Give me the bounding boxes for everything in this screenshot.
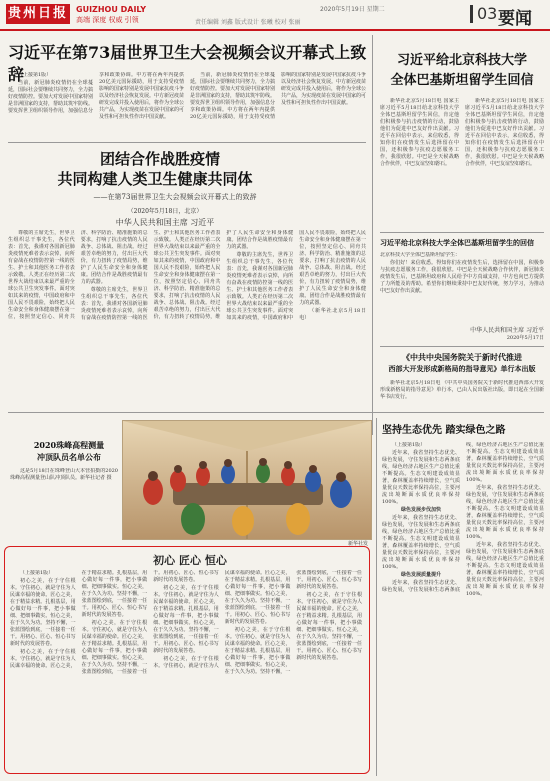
divider (8, 142, 366, 143)
photo-title-2: 冲顶队员名单公布 (37, 452, 101, 462)
masthead (0, 0, 550, 30)
speech-end-note: （新华社北京5月18日电） (299, 308, 366, 321)
speech-date: （2020年5月18日，北京） (127, 208, 203, 215)
beida-text-cont: 新华社北京5月18日电 国家主席习近平5月18日给北京科技大学全体巴基斯坦留学生回信，肯定他们积极参与抗击疫情的行动，鼓励他们为促进中巴友好作出贡献。习近平在回信中表示，来信收悉，得知你们在疫情发生后选择留在中国，还积极参与抗疫志愿服务工作，我很欣慰。中巴是全天候战略合作伙伴，中巴友谊坚如磐石。 (465, 98, 544, 167)
main-story-text: 当前，新冠肺炎疫情仍在全球蔓延，国际社会要继续共同努力，全力搞好疫情防控。要加大对发展中国家特别是非洲国家的支持，帮助其筑牢防线。要发挥世卫组织领导作用，加强信息分享和政策协调。中方将在两年内提供20亿美元国际援助，用于支持受疫情影响的国家特别是发展中国家抗疫斗争以及经济社会恢复发展。中方新冠疫苗研发完成并投入使用后，将作为全球公共产品，为实现疫苗在发展中国家的可及性和可担负性作出中国贡献。 (8, 72, 185, 120)
photo-caption-text: 这是5月18日在珠峰登山大本营拍摄的2020珠峰高程测量登山队冲顶队员。新华社记者 摄 (10, 468, 118, 481)
column-divider (376, 418, 377, 776)
commentary-text-7: 初心之美，在于守住根本。守住初心，就是守住为人民谋幸福的使命。匠心之美，在于精益求精。扎根基层，用心做好每一件事，把小事做细、把细事做实。恒心之美，在于久久为功。坚持不懈，一张蓝图绘到底，一任接着一任干。用初心、匠心、恒心书写新时代的发展答卷。 (296, 592, 362, 661)
speech-title-2: 共同构建人类卫生健康共同体 (57, 170, 253, 188)
ecology-text-5: 近年来，我省坚持生态优先、绿色发展，守住发展和生态两条底线，绿色经济占地区生产总值比重不断提高。生态文明建设成效显著，森林覆盖率持续增长，空气质量优良天数比率保持高位，主要河流出境断面水质优良率保持100%。 (466, 542, 544, 597)
main-story-text-cont: 当前，新冠肺炎疫情仍在全球蔓延，国际社会要继续共同努力，全力搞好疫情防控。要加大对发展中国家特别是非洲国家的支持，帮助其筑牢防线。要发挥世卫组织领导作用，加强信息分享和政策协调。中方将在两年内提供20亿美元国际援助，用于支持受疫情影响的国家特别是发展中国家抗疫斗争以及经济社会恢复发展。中方新冠疫苗研发完成并投入使用后，将作为全球公共产品，为实现疫苗在发展中国家的可及性和可担负性作出中国贡献。 (190, 72, 366, 120)
commentary-text: 初心之美，在于守住根本。守住初心，就是守住为人民谋幸福的使命。匠心之美，在于精益求精。扎根基层，用心做好每一件事，把小事做细、把细事做实。恒心之美，在于久久为功。坚持不懈，一张蓝图绘到底，一任接着一任干。用初心、匠心、恒心书写新时代的发展答卷。 (10, 578, 76, 647)
letter-salutation: 北京科技大学全体巴基斯坦留学生： (380, 252, 461, 258)
speech-subtitle: ——在第73届世界卫生大会视频会议开幕式上的致辞 (93, 193, 257, 201)
commentary-text-5: 初心之美，在于守住根本。守住初心，就是守住为人民谋幸福的使命。匠心之美，在于精益求精。扎根基层，用心做好每一件事，把小事做细、把细事做实。恒心之美，在于久久为功。坚持不懈，一张蓝图绘到底，一任接着一任干。用初心、匠心、恒心书写新时代的发展答卷。 (153, 570, 291, 669)
logo-slogan: 高端 深度 权威 引领 (76, 16, 139, 24)
page-number: 03 (470, 5, 497, 23)
speech-byline: 中华人民共和国主席 习近平 (115, 218, 215, 227)
ecology-text: 近年来，我省坚持生态优先、绿色发展，守住发展和生态两条底线，绿色经济占地区生产总值比重不断提高。生态文明建设成效显著，森林覆盖率持续增长，空气质量优良天数比率保持高位，主要河流出境断面水质优良率保持100%。 (382, 450, 460, 505)
ecology-subhead-2: 绿色发展质量提升 (400, 572, 441, 578)
commentary-text-6: 初心之美，在于守住根本。守住初心，就是守住为人民谋幸福的使命。匠心之美，在于精益求精。扎根基层，用心做好每一件事，把小事做细、把细事做实。恒心之美，在于久久为功。坚持不懈，一张蓝图绘到底，一任接着一任干。用初心、匠心、恒心书写新时代的发展答卷。 (224, 570, 362, 675)
letter-text: 你们好！来信收悉。得知你们在疫情发生后，选择留在中国，积极参与抗疫志愿服务工作，我很欣慰。中巴是全天候战略合作伙伴，新冠肺炎疫情发生后，巴基斯坦政府和人民给予中方真诚支持，中方也向巴方提供了力所能及的帮助。希望你们继续秉持中巴友好传统，努力学习，为推动中巴友好作出贡献。 (380, 260, 544, 294)
speech-body (8, 230, 366, 406)
photo-credit: 新华社发 (347, 541, 368, 547)
divider (380, 232, 544, 233)
speech-text-cont: 尊敬的主席先生，世界卫生组织总干事先生，各位代表：首先，我谨对各国新冠肺炎疫情死难者表示哀悼，向所有奋战在疫情防控第一线的医生、护士和其他医务工作者表示致敬。人类正在经历第二次世界大战结束以来最严重的全球公共卫生突发事件。面对突如其来的疫情，中国政府和中国人民不畏艰险，始终把人民生命安全和身体健康摆在第一位，按照坚定信心、同舟共济、科学防治、精准施策的总要求，打响了抗击疫情的人民战争、总体战、阻击战。经过艰苦卓绝的努力，付出巨大代价，有力扭转了疫情局势，维护了人民生命安全和身体健康。团结合作是战胜疫情最有力的武器。 (80, 230, 294, 321)
commentary-text-3: 初心之美，在于守住根本。守住初心，就是守住为人民谋幸福的使命。匠心之美，在于精益求精。扎根基层，用心做好每一件事，把小事做细、把细事做实。恒心之美，在于久久为功。坚持不懈，一张蓝图绘到底，一任接着一任干。用初心、匠心、恒心书写新时代的发展答卷。 (81, 570, 219, 675)
beida-title-2: 全体巴基斯坦留学生回信 (390, 73, 534, 88)
ecology-title: 坚持生态优先 踏实绿色之路 (382, 425, 506, 436)
commentary-text-4: 初心之美，在于守住根本。守住初心，就是守住为人民谋幸福的使命。匠心之美，在于精益求精。扎根基层，用心做好每一件事，把小事做细、把细事做实。恒心之美，在于久久为功。坚持不懈，一张蓝图绘到底，一任接着一任干。用初心、匠心、恒心书写新时代的发展答卷。 (153, 585, 219, 654)
section-name: 要闻 (498, 9, 532, 29)
guideline-body (380, 380, 544, 414)
guideline-title-1: 《中共中央国务院关于新时代推进 (402, 352, 522, 362)
commentary-body (10, 570, 362, 766)
ecology-text-4: 近年来，我省坚持生态优先、绿色发展，守住发展和生态两条底线，绿色经济占地区生产总值比重不断提高。生态文明建设成效显著，森林覆盖率持续增长，空气质量优良天数比率保持高位，主要河流出境断面水质优良率保持100%。 (466, 485, 544, 540)
guideline-text: 新华社北京5月18日电 《中共中央国务院关于新时代推进西部大开发形成新格局的指导意见》单行本，已由人民出版社出版，即日起在全国新华书店发行。 (380, 380, 544, 400)
commentary-text-2: 初心之美，在于守住根本。守住初心，就是守住为人民谋幸福的使命。匠心之美，在于精益求精。扎根基层，用心做好每一件事，把小事做细、把细事做实。恒心之美，在于久久为功。坚持不懈，一张蓝图绘到底，一任接着一任干。用初心、匠心、恒心书写新时代的发展答卷。 (10, 570, 148, 669)
logo-english: GUIZHOU DAILY (76, 5, 147, 14)
letter-sign-date: 2020年5月17日 (506, 335, 544, 341)
ecology-text-2: 近年来，我省坚持生态优先、绿色发展，守住发展和生态两条底线，绿色经济占地区生产总值比重不断提高。生态文明建设成效显著，森林覆盖率持续增长，空气质量优良天数比率保持高位，主要河流出境断面水质优良率保持100%。 (382, 515, 460, 570)
speech-text-cont2: 尊敬的主席先生，世界卫生组织总干事先生，各位代表：首先，我谨对各国新冠肺炎疫情死难者表示哀悼，向所有奋战在疫情防控第一线的医生、护士和其他医务工作者表示致敬。人类正在经历第二次世界大战结束以来最严重的全球公共卫生突发事件。面对突如其来的疫情，中国政府和中国人民不畏艰险，始终把人民生命安全和身体健康摆在第一位，按照坚定信心、同舟共济、科学防治、精准施策的总要求，打响了抗击疫情的人民战争、总体战、阻击战。经过艰苦卓绝的努力，付出巨大代价，有力扭转了疫情局势，维护了人民生命安全和身体健康。团结合作是战胜疫情最有力的武器。 (226, 230, 366, 321)
letter-body (380, 252, 544, 322)
beida-body (380, 98, 544, 226)
newspaper-logo: 贵州日报 (6, 4, 70, 24)
news-photo (122, 420, 372, 540)
beida-title-1: 习近平给北京科技大学 (396, 53, 527, 68)
issue-date: 2020年5月19日 星期二 (320, 6, 385, 13)
main-story-dateline: （上接第1版） (18, 72, 52, 78)
letter-title: 习近平给北京科技大学全体巴基斯坦留学生的回信 (380, 238, 534, 247)
masthead-rule (0, 29, 550, 31)
ecology-subhead-1: 绿色发展步伐加快 (400, 507, 441, 513)
ecology-text-3: 近年来，我省坚持生态优先、绿色发展，守住发展和生态两条底线，绿色经济占地区生产总值比重不断提高。生态文明建设成效显著，森林覆盖率持续增长，空气质量优良天数比率保持高位，主要河流出境断面水质优良率保持100%。 (382, 442, 544, 593)
speech-title-1: 团结合作战胜疫情 (99, 150, 220, 168)
guideline-title-2: 西部大开发形成新格局的指导意见》单行本出版 (388, 364, 536, 373)
photo-caption (10, 468, 118, 508)
photo-illustration (123, 421, 371, 539)
ecology-body (382, 442, 544, 776)
speech-text: 尊敬的主席先生，世界卫生组织总干事先生，各位代表：首先，我谨对各国新冠肺炎疫情死难者表示哀悼，向所有奋战在疫情防控第一线的医生、护士和其他医务工作者表示致敬。人类正在经历第二次世界大战结束以来最严重的全球公共卫生突发事件。面对突如其来的疫情，中国政府和中国人民不畏艰险，始终把人民生命安全和身体健康摆在第一位，按照坚定信心、同舟共济、科学防治、精准施策的总要求，打响了抗击疫情的人民战争、总体战、阻击战。经过艰苦卓绝的努力，付出巨大代价，有力扭转了疫情局势，维护了人民生命安全和身体健康。团结合作是战胜疫情最有力的武器。 (8, 230, 148, 320)
commentary-dateline: （上接第1版） (20, 570, 54, 576)
editor-credits: 责任编辑 刘鑫 版式设计 张曦 校对 张丽 (195, 19, 301, 26)
commentary-title: 初心 匠心 恒心 (153, 554, 227, 567)
column-divider (372, 35, 373, 435)
beida-text: 新华社北京5月18日电 国家主席习近平5月18日给北京科技大学全体巴基斯坦留学生回信，肯定他们积极参与抗击疫情的行动，鼓励他们为促进中巴友好作出贡献。习近平在回信中表示，来信收悉，得知你们在疫情发生后选择留在中国，还积极参与抗疫志愿服务工作，我很欣慰。中巴是全天候战略合作伙伴，中巴友谊坚如磐石。 (380, 98, 459, 167)
divider (8, 412, 544, 413)
divider (380, 346, 544, 347)
main-headline: 习近平在第73届世界卫生大会视频会议开幕式上致辞 (8, 43, 367, 84)
letter-sign: 中华人民共和国主席 习近平 (470, 327, 544, 334)
ecology-dateline: （上接第1版） (392, 442, 426, 448)
main-story-body (8, 72, 366, 138)
photo-title-1: 2020珠峰高程测量 (33, 440, 105, 450)
